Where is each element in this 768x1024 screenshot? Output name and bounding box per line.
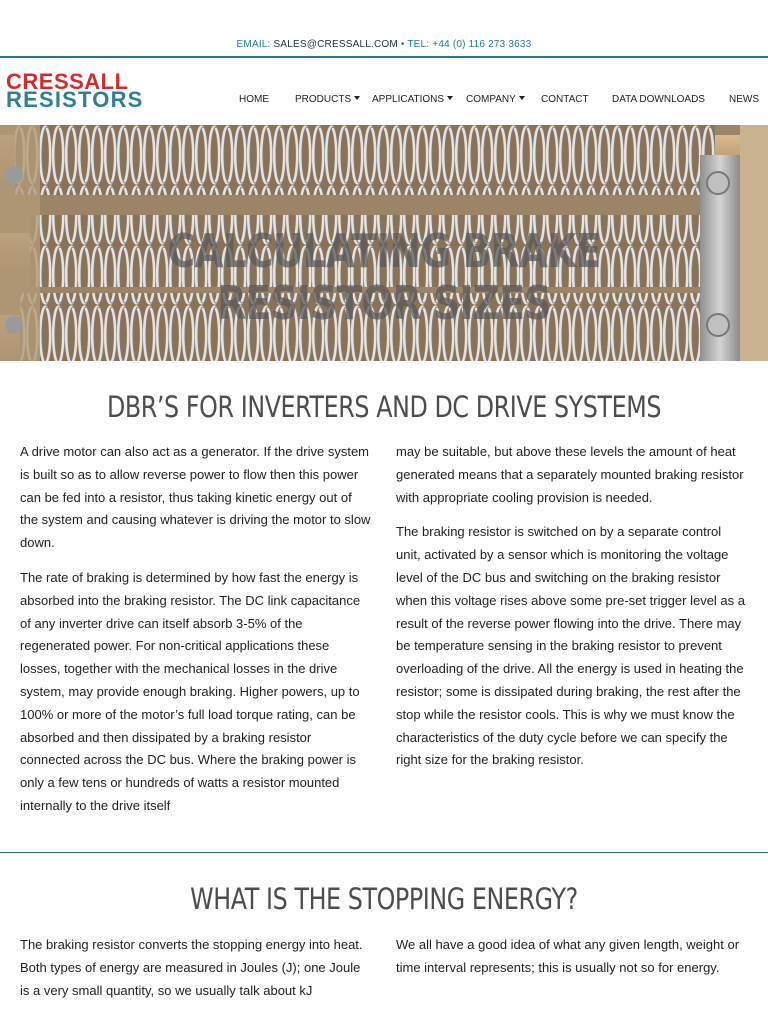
hero-title: CALCULATING BRAKE RESISTOR SIZES <box>167 224 601 330</box>
nav-products[interactable]: PRODUCTS <box>295 94 360 106</box>
paragraph: may be suitable, but above these levels the amount of heat generated means that a separately mounted braking resistor with appropriate cooling provision is needed. <box>396 444 744 505</box>
contact-line <box>0 39 768 50</box>
paragraph: The rate of braking is determined by how fast the energy is absorbed into the braking resistor. The DC link capacitance of any inverter drive can itself absorb 3-5% of the regenerated power. For non-critical applications these losses, together with the mechanical losses in the drive system, may provide enough braking. Higher powers, up to 100% or more of the motor’s full load torque rating, can be absorbed and then dissipated by a braking resistor connected across the DC bus. Where the braking power is only a few tens or hundreds of watts a resistor mounted internally to the drive itself <box>20 569 361 813</box>
main-nav <box>0 94 768 108</box>
email-link[interactable]: SALES@CRESSALL.COM <box>273 39 398 50</box>
paragraph: The braking resistor is switched on by a separate control unit, activated by a sensor which is monitoring the voltage level of the DC bus and switching on the braking resistor when this voltage rises above some pre-set trigger level as a result of the reverse power flowing into the drive. There may be temperature sensing in the braking resistor to prevent overloading of the drive. All the energy is used in heating the resistor; some is dissipated during braking, the rest after the stop while the resistor cools. This is why we must know the characteristics of the duty cycle before we can specify the right size for the braking resistor. <box>396 524 746 768</box>
section-divider <box>0 852 768 853</box>
section-1-right-column <box>396 441 748 784</box>
caret-down-icon <box>447 96 453 100</box>
section-2-left-column <box>20 934 372 1014</box>
section-1-title: DBR’S FOR INVERTERS AND DC DRIVE SYSTEMS <box>106 390 662 424</box>
section-2-right-column <box>396 934 748 992</box>
tel-link[interactable]: +44 (0) 116 273 3633 <box>432 39 532 50</box>
caret-down-icon <box>519 96 525 100</box>
paragraph: The braking resistor converts the stopping energy into heat. Both types of energy are measured in Joules (J); one Joule is a very small quantity, so we usually talk about kJ <box>20 937 363 998</box>
nav-home[interactable]: HOME <box>239 94 269 105</box>
tel-label: • TEL: <box>400 39 430 50</box>
logo-line-2: RESISTORS <box>6 87 144 112</box>
logo-line-1: CRESSALL <box>6 69 129 94</box>
hero-banner <box>0 125 768 361</box>
email-label: EMAIL: <box>236 39 271 50</box>
section-1-left-column <box>20 441 372 830</box>
caret-down-icon <box>354 96 360 100</box>
nav-news[interactable]: NEWS <box>729 94 759 105</box>
section-2-title: WHAT IS THE STOPPING ENERGY? <box>190 882 578 916</box>
paragraph: A drive motor can also act as a generator. If the drive system is built so as to allow reverse power to flow then this power can be fed into a resistor, thus taking kinetic energy out of the system and causing whatever is driving the motor to slow down. <box>20 444 371 551</box>
nav-contact[interactable]: CONTACT <box>541 94 589 105</box>
top-contact-bar <box>0 0 768 58</box>
nav-data-downloads[interactable]: DATA DOWNLOADS <box>612 94 705 105</box>
site-header <box>0 60 768 125</box>
nav-applications[interactable]: APPLICATIONS <box>372 94 453 106</box>
nav-company[interactable]: COMPANY <box>466 94 525 106</box>
paragraph: We all have a good idea of what any given length, weight or time interval represents; this is usually not so for energy. <box>396 937 740 975</box>
